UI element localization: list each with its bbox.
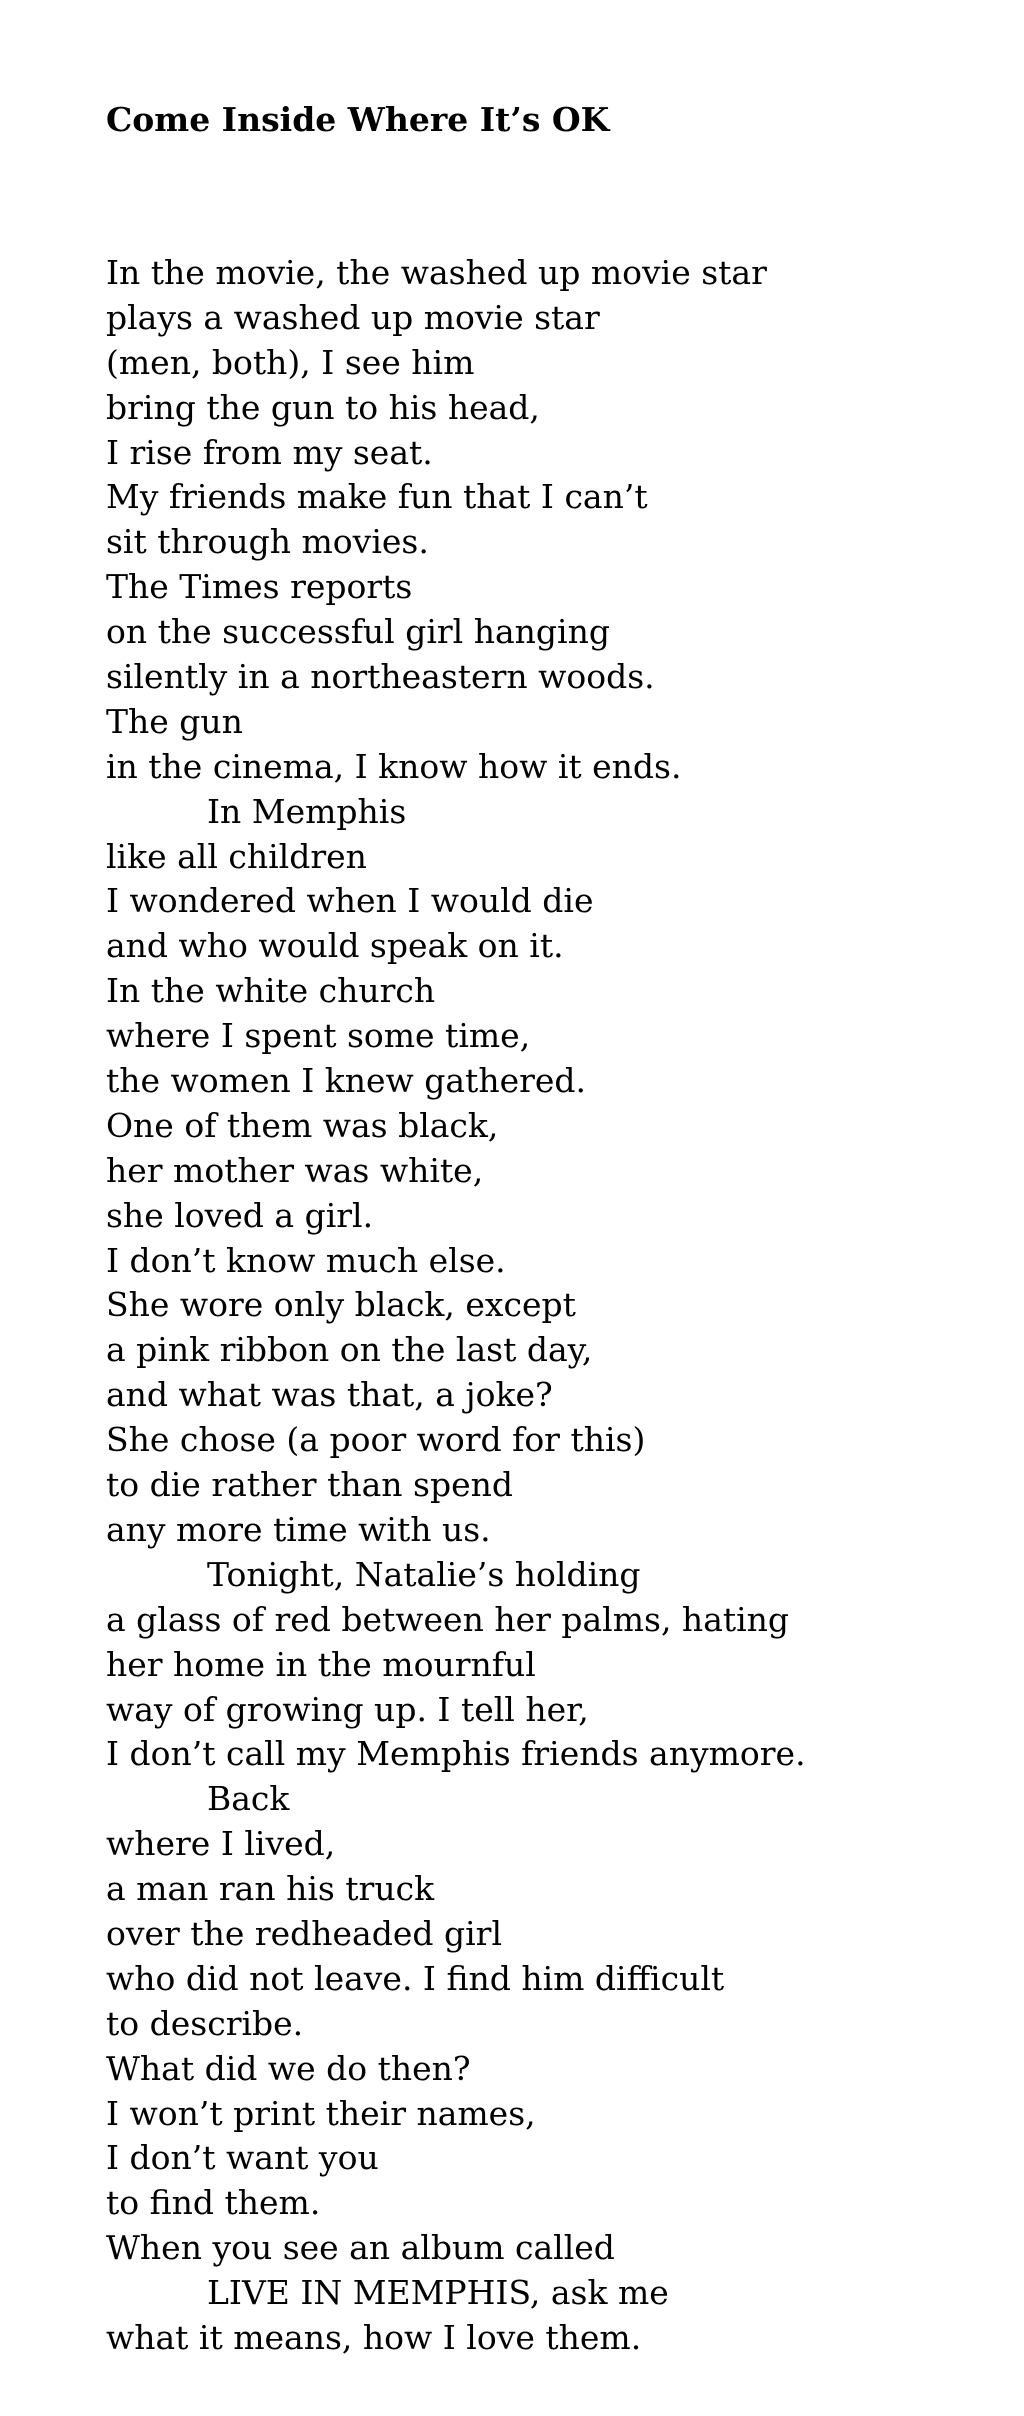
- poem-line: Back: [207, 1779, 290, 1819]
- poem-line: plays a washed up movie star: [106, 297, 600, 337]
- poem-line: She chose (a poor word for this): [106, 1420, 646, 1460]
- poem-line: I don’t know much else.: [106, 1240, 506, 1280]
- poem-line: bring the gun to his head,: [106, 387, 540, 427]
- poem-line: One of them was black,: [106, 1105, 499, 1145]
- poem-line: I won’t print their names,: [106, 2093, 536, 2133]
- poem-line: a pink ribbon on the last day,: [106, 1330, 593, 1370]
- poem-line: She wore only black, except: [106, 1285, 576, 1325]
- poem-line: where I spent some time,: [106, 1016, 531, 1056]
- poem-line: In the movie, the washed up movie star: [106, 253, 767, 292]
- poem-line: like all children: [106, 836, 367, 876]
- poem-line: I don’t call my Memphis friends anymore.: [106, 1734, 806, 1774]
- poem-line: her mother was white,: [106, 1150, 484, 1190]
- poem-line: What did we do then?: [106, 2048, 471, 2088]
- poem-line: to die rather than spend: [106, 1465, 513, 1505]
- poem-line: and who would speak on it.: [106, 926, 564, 966]
- poem-body: [106, 251, 806, 2361]
- poem-line: I don’t want you: [106, 2138, 379, 2178]
- poem-title: Come Inside Where It’s OK: [106, 100, 610, 139]
- poem-line: My friends make fun that I can’t: [106, 477, 648, 517]
- poem-line: any more time with us.: [106, 1509, 491, 1549]
- poem-line: silently in a northeastern woods.: [106, 657, 655, 697]
- poem-line: When you see an album called: [106, 2228, 615, 2268]
- poem-line: way of growing up. I tell her,: [106, 1689, 589, 1729]
- poem-line: The Times reports: [106, 567, 413, 607]
- poem-line: to describe.: [106, 2003, 304, 2043]
- poem-line: in the cinema, I know how it ends.: [106, 746, 682, 786]
- poem-line: LIVE IN MEMPHIS, ask me: [207, 2273, 669, 2313]
- poem-line: In Memphis: [207, 791, 407, 831]
- poem-line: The gun: [106, 701, 243, 741]
- poem-line: she loved a girl.: [106, 1195, 374, 1235]
- poem-line: I rise from my seat.: [106, 432, 433, 472]
- poem-line: the women I knew gathered.: [106, 1061, 587, 1101]
- poem-line: to find them.: [106, 2183, 321, 2223]
- poem-line: sit through movies.: [106, 522, 429, 562]
- poem-line: her home in the mournful: [106, 1644, 536, 1684]
- poem-line: a glass of red between her palms, hating: [106, 1599, 790, 1639]
- poem-line: In the white church: [106, 971, 436, 1011]
- poem-line: (men, both), I see him: [106, 342, 475, 382]
- poem-line: and what was that, a joke?: [106, 1375, 553, 1415]
- poem-line: what it means, how I love them.: [106, 2317, 642, 2357]
- poem-line: on the successful girl hanging: [106, 612, 610, 652]
- poem-line: who did not leave. I find him difficult: [106, 1958, 725, 1998]
- poem-line: I wondered when I would die: [106, 881, 594, 921]
- poem-line: over the redheaded girl: [106, 1913, 502, 1953]
- poem-line: Tonight, Natalie’s holding: [207, 1554, 641, 1594]
- poem-line: a man ran his truck: [106, 1869, 435, 1909]
- poem-line: where I lived,: [106, 1824, 336, 1864]
